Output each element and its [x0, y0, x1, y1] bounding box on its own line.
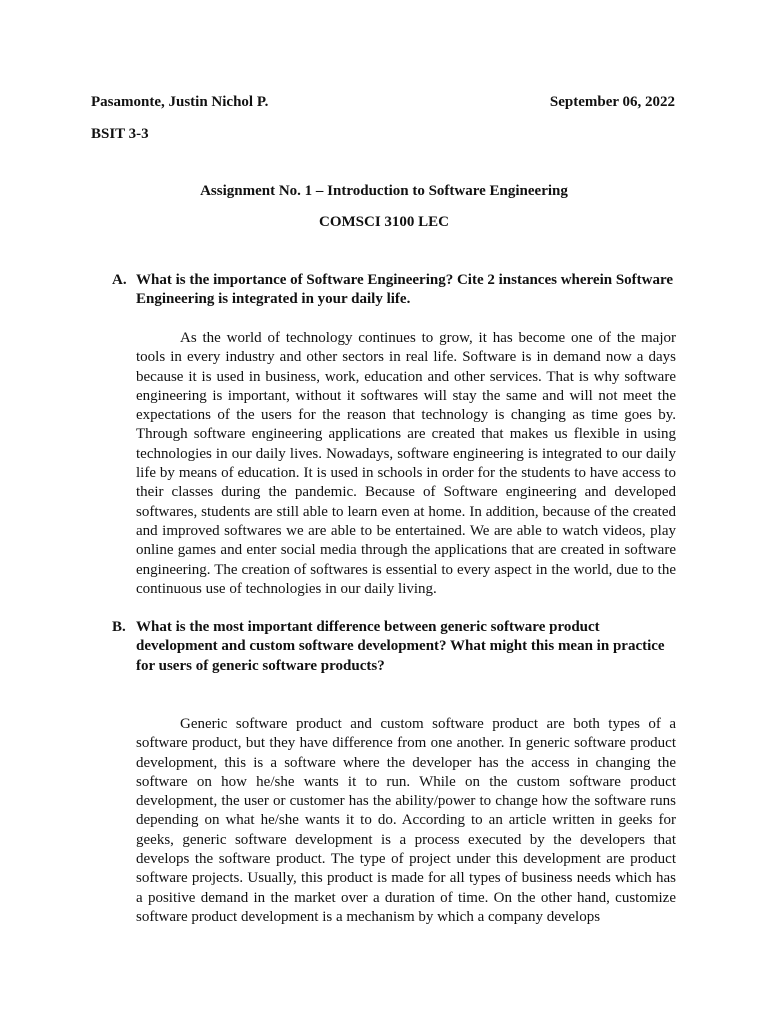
question-a-letter: A.: [112, 272, 127, 288]
question-b: [112, 618, 675, 676]
student-section: BSIT 3-3: [91, 126, 149, 142]
question-b-text: What is the most important difference between generic software product development and custom software development? What might this mean in practice for users of generic software products?: [136, 619, 665, 674]
document-date: September 06, 2022: [549, 94, 675, 110]
course-code: COMSCI 3100 LEC: [318, 214, 449, 230]
student-name: Pasamonte, Justin Nichol P.: [91, 94, 269, 110]
document-header: [91, 93, 675, 112]
question-a: [112, 271, 675, 310]
assignment-title: Assignment No. 1 – Introduction to Software Engineering: [200, 183, 568, 199]
question-b-letter: B.: [112, 619, 126, 635]
answer-b-paragraph: Generic software product and custom software product are both types of a software product, but they have difference from one another. In generic software product development, this is a software where the developer has the access in changing the software on how he/she wants it to run. While on the custom software product development, the user or customer has the ability/power to change how the software runs depending on what he/she wants it to do. According to an article written in geeks for geeks, generic software development is a process executed by the developers that develops the software product. The type of project under this development are product software projects. Usually, this product is made for all types of business needs which has a positive demand in the market over a duration of time. On the other hand, customize software product development is a mechanism by which a company develops: [136, 716, 676, 925]
answer-a-paragraph: As the world of technology continues to grow, it has become one of the major tools in every industry and other sectors in real life. Software is in demand now a days because it is used in business, work, education and other services. That is why software engineering is important, without it softwares will stay the same and will not meet the expectations of the users for the reason that technology is changing as time goes by. Through software engineering applications are created that makes us flexible in using technologies in our daily lives. Nowadays, software engineering is integrated to our daily life by means of education. It is used in schools in order for the students to have access to their classes during the pandemic. Because of Software engineering and developed softwares, students are still able to learn even at home. In addition, because of the created and improved softwares we are able to be entertained. We are able to watch videos, play online games and enter social media through the applications that are created in software engineering. The creation of softwares is essential to every aspect in the world, due to the continuous use of technologies in our daily living.: [136, 330, 676, 597]
question-a-text: What is the importance of Software Engineering? Cite 2 instances wherein Software Engineering is integrated in your daily life.: [136, 272, 674, 308]
